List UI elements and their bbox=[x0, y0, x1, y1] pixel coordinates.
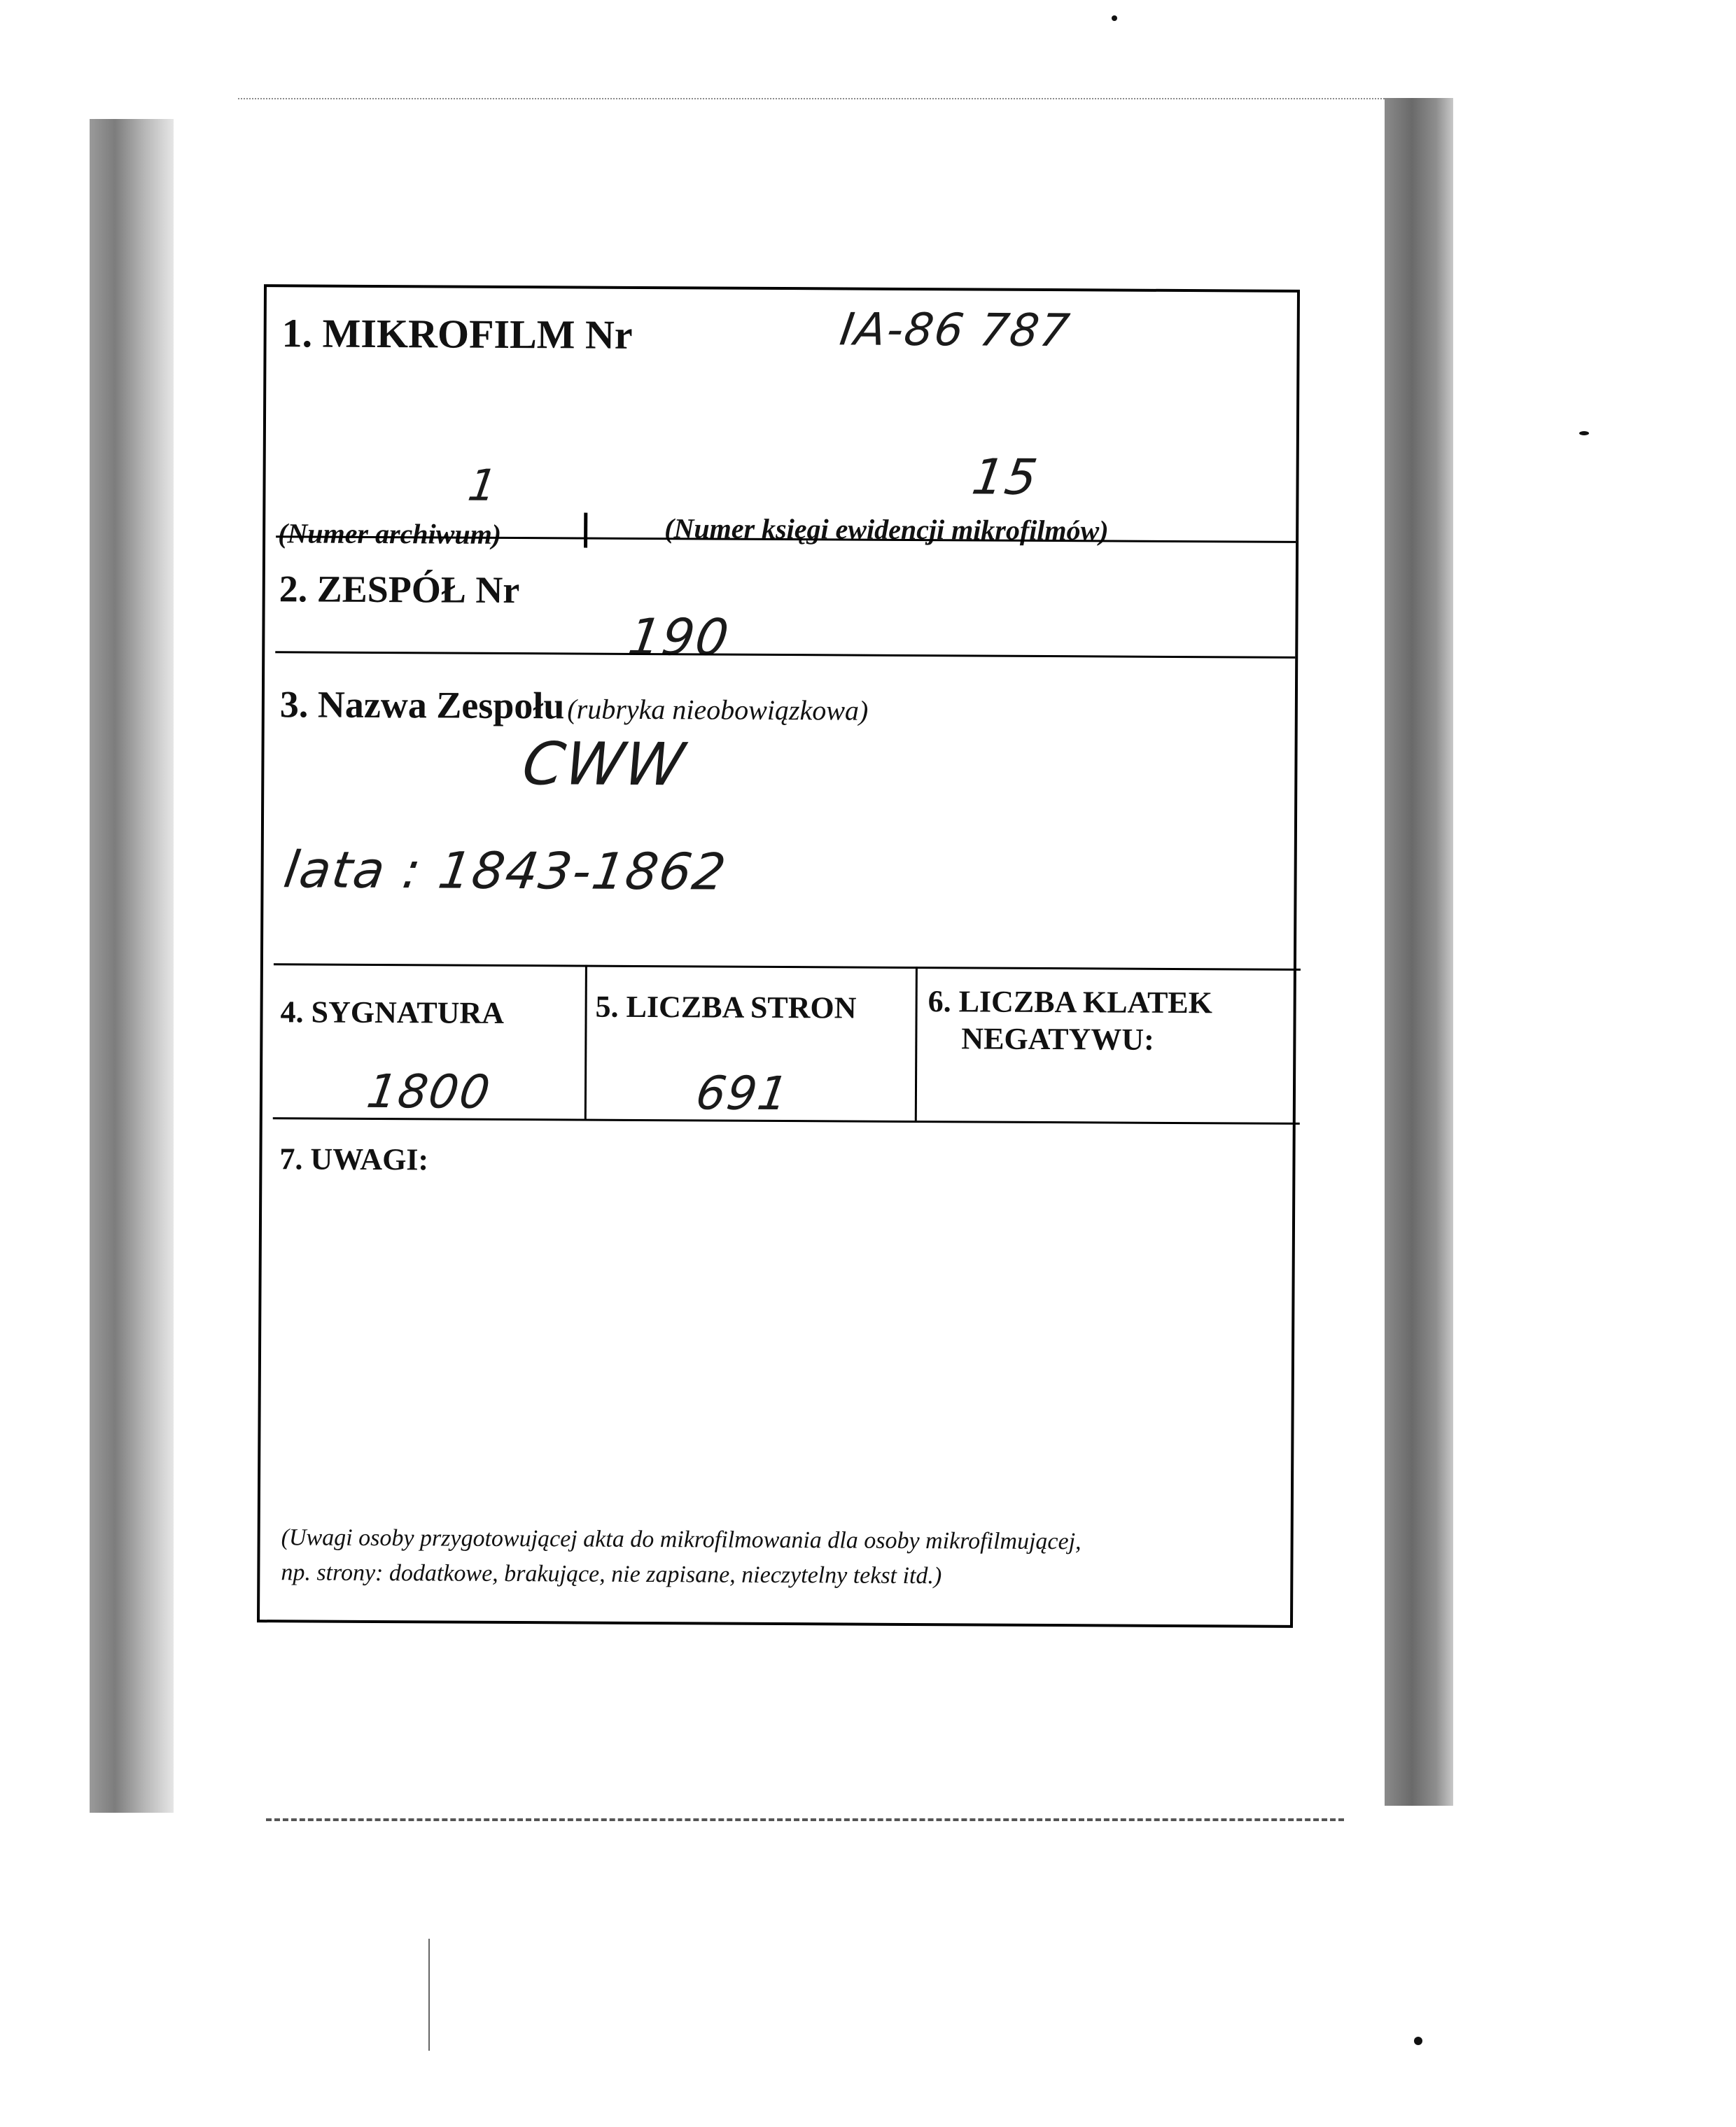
film-strip-left bbox=[90, 119, 174, 1813]
field4-handwritten-value: 1800 bbox=[363, 1064, 495, 1119]
scan-mark bbox=[428, 1939, 430, 2051]
archive-number-value: 1 bbox=[465, 459, 502, 511]
field4-label: 4. SYGNATURA bbox=[280, 995, 505, 1030]
column-divider-4-5 bbox=[584, 965, 587, 1119]
archive-number-label: (Numer archiwum) bbox=[278, 517, 502, 550]
label-separator bbox=[584, 513, 587, 548]
field2-handwritten-value: 190 bbox=[624, 607, 734, 667]
divider-4 bbox=[273, 1117, 1300, 1125]
field3-heading bbox=[280, 682, 869, 729]
field3-handwritten-years: lata : 1843-1862 bbox=[280, 840, 731, 901]
scan-speck bbox=[1579, 431, 1589, 435]
scan-top-edge bbox=[238, 98, 1421, 99]
film-strip-right bbox=[1385, 98, 1453, 1806]
field3-note: (rubryka nieobowiązkowa) bbox=[567, 693, 869, 726]
field5-handwritten-value: 691 bbox=[692, 1066, 793, 1121]
scan-bottom-edge bbox=[266, 1818, 1344, 1821]
divider-2 bbox=[275, 651, 1295, 659]
field1-label: 1. MIKROFILM Nr bbox=[281, 310, 633, 358]
register-number-label: (Numer księgi ewidencji mikrofilmów) bbox=[664, 512, 1109, 547]
scan-speck bbox=[1112, 15, 1117, 21]
field7-label: 7. UWAGI: bbox=[279, 1142, 429, 1177]
column-divider-5-6 bbox=[915, 967, 918, 1121]
field2-label: 2. ZESPÓŁ Nr bbox=[279, 568, 520, 612]
scan-speck bbox=[1414, 2037, 1422, 2045]
field5-label: 5. LICZBA STRON bbox=[595, 989, 857, 1025]
footnote-line-1: (Uwagi osoby przygotowującej akta do mikrofilmowania dla osoby mikrofilmującej, bbox=[281, 1524, 1082, 1555]
register-number-value: 15 bbox=[968, 448, 1042, 506]
divider-3 bbox=[274, 963, 1301, 971]
field3-handwritten-name: CWW bbox=[518, 729, 690, 799]
field6-label-line1: 6. LICZBA KLATEK bbox=[927, 984, 1213, 1020]
field1-handwritten-value: IA-86 787 bbox=[836, 304, 1074, 358]
microfilm-form bbox=[257, 284, 1300, 1628]
field3-label: 3. Nazwa Zespołu bbox=[279, 683, 565, 727]
footnote-line-2: np. strony: dodatkowe, brakujące, nie zapisane, nieczytelny tekst itd.) bbox=[281, 1559, 942, 1589]
field6-label-line2: NEGATYWU: bbox=[961, 1021, 1154, 1057]
